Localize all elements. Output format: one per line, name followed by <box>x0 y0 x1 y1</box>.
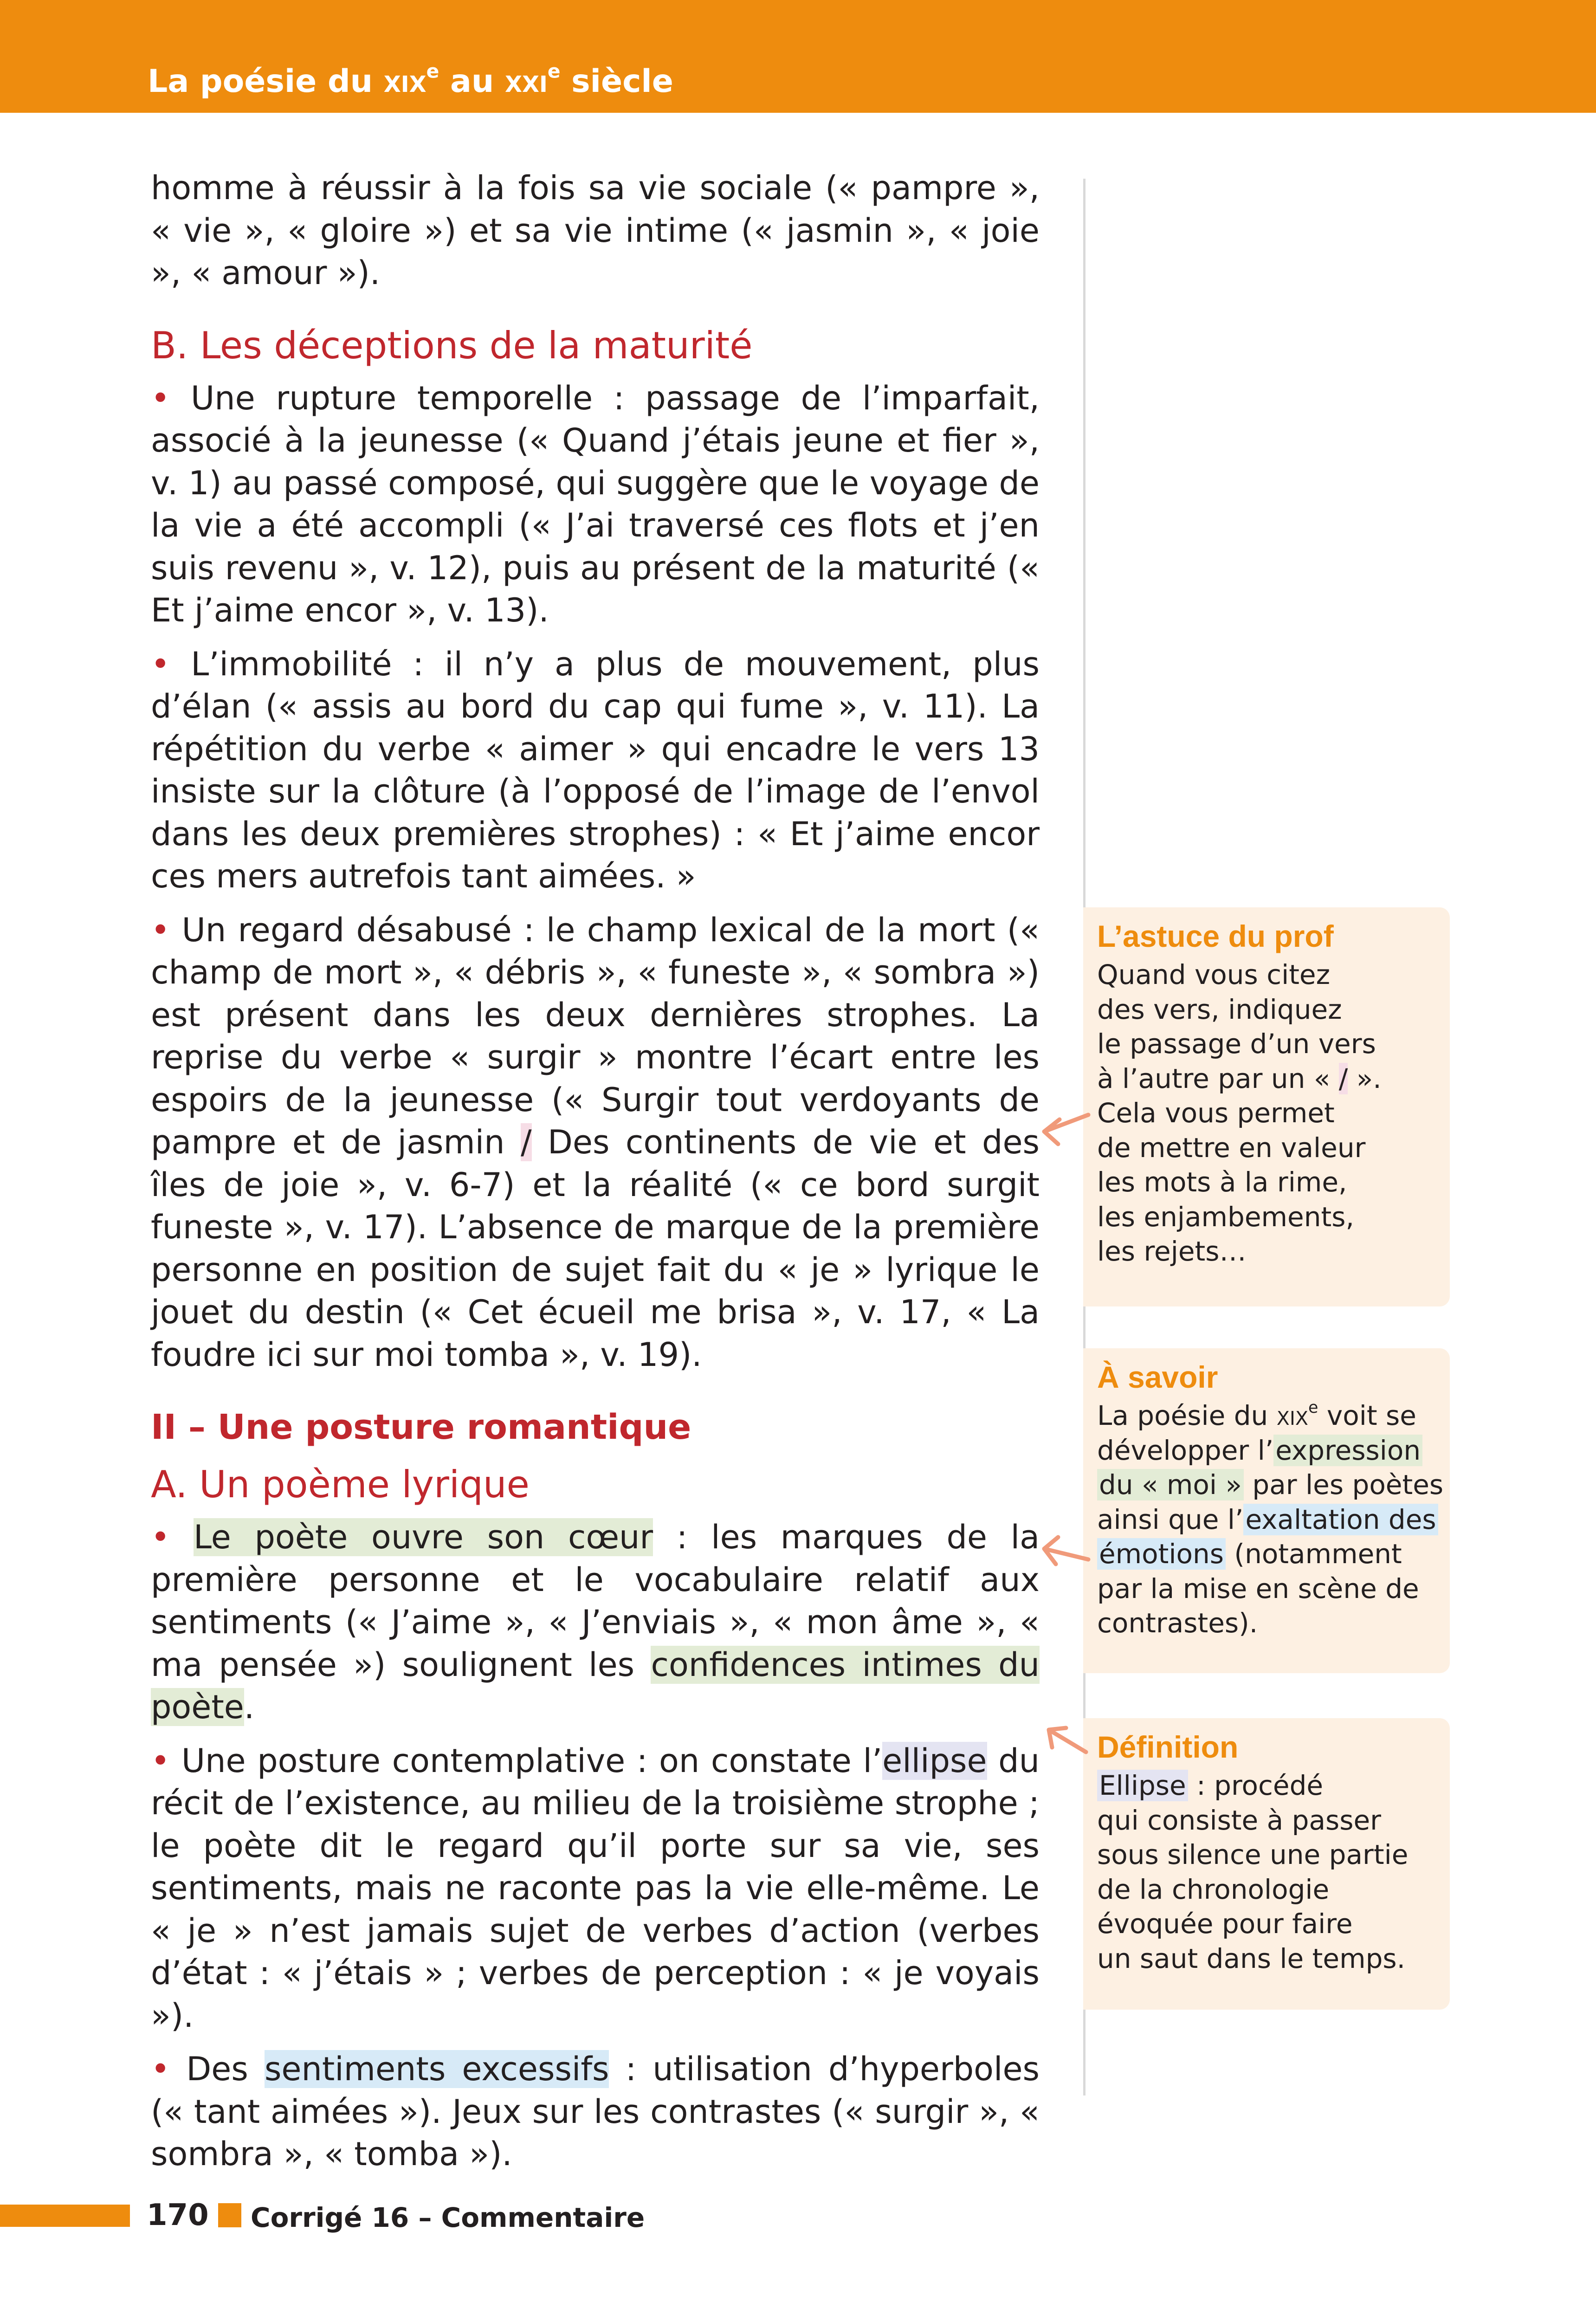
header-band <box>0 0 1596 113</box>
bullet-paragraph: • Une posture contemplative : on constate l’ellipse du récit de l’existence, au milieu de la troisième strophe ; le poète dit le regard qu’il porte sur sa vie, ses sentiments, mais ne raconte pas la vie elle-même. Le « je » n’est jamais sujet de verbes d’action (verbes d’état : « j’étais » ; verbes de perception : « je voyais »). <box>151 1741 1040 2035</box>
highlight-blue: exaltation des <box>1243 1504 1438 1535</box>
highlight-blue: émotions <box>1097 1538 1226 1570</box>
bullet-icon: • <box>151 911 170 949</box>
bullet-paragraph: • Des sentiments excessifs : utilisation d’hyperboles (« tant aimées »). Jeux sur les contrastes (« surgir », « sombra », « tomba »). <box>151 2050 1040 2173</box>
paragraph-continued: homme à réussir à la fois sa vie sociale (« pampre », « vie », « gloire ») et sa vie intime (« jasmin », « joie », « amour »). <box>151 169 1040 292</box>
superscript: e <box>426 60 439 83</box>
highlight-green: confidences intimes du poète <box>151 1645 1040 1726</box>
definition-title: Définition <box>1097 1730 1239 1764</box>
bullet-icon: • <box>151 1741 170 1780</box>
century-numeral: xxi <box>504 63 548 100</box>
footer-bar <box>0 2205 130 2227</box>
highlight-blue: sentiments excessifs <box>264 2050 609 2088</box>
tip-title: L’astuce du prof <box>1097 919 1334 953</box>
bullet-icon: • <box>151 2050 170 2088</box>
arrow-left-icon <box>1037 1109 1093 1151</box>
tip-box <box>1083 907 1450 1306</box>
highlight-green: du « moi » <box>1097 1469 1244 1501</box>
bullet-paragraph: • L’immobilité : il n’y a plus de mouvement, plus d’élan (« assis au bord du cap qui fume », v. 11). La répétition du verbe « aimer » qui encadre le vers 13 insiste sur la clôture (à l’opposé de l’image de l’envol dans les deux premières strophes) : « Et j’aime encor ces mers autrefois tant aimées. » <box>151 645 1040 895</box>
highlight-green: expression <box>1273 1435 1422 1466</box>
highlight-purple: ellipse <box>882 1741 987 1780</box>
arrow-left-icon <box>1037 1532 1093 1573</box>
verse-slash: / <box>1338 1062 1348 1094</box>
chapter-title: La poésie du xix$^e$ au xxi$^e$ siècle <box>148 60 673 100</box>
tip-body: Quand vous citez des vers, indiquez le passage d’un vers à l’autre par un « / ». Cela vous permet de mettre en valeur les mots à la rime, les enjambements, les rejets… <box>1097 959 1382 1267</box>
verse-slash: / <box>520 1123 532 1161</box>
bullet-icon: • <box>151 1518 170 1556</box>
footer-label: Corrigé 16 – Commentaire <box>251 2202 645 2233</box>
superscript: e <box>547 60 561 83</box>
know-title: À savoir <box>1097 1360 1218 1394</box>
definition-box <box>1083 1718 1450 2010</box>
page-number: 170 <box>147 2198 209 2232</box>
main-column <box>151 167 1040 2176</box>
arrow-up-left-icon <box>1042 1720 1093 1771</box>
bullet-icon: • <box>151 379 170 417</box>
section-heading-ii: II – Une posture romantique <box>151 1407 691 1447</box>
bullet-icon: • <box>151 645 170 683</box>
subheading-b: B. Les déceptions de la maturité <box>151 323 753 367</box>
definition-body: Ellipse : procédé qui consiste à passer sous silence une partie de la chronologie évoquée pour faire un saut dans le temps. <box>1097 1770 1409 1974</box>
know-body: La poésie du xix$^e$ voit se développer l’expression du « moi » par les poètes ainsi que l’exaltation des émotions (notamment par la mise en scène de contrastes). <box>1097 1398 1444 1639</box>
footer-square <box>218 2203 241 2227</box>
highlight-purple: Ellipse <box>1097 1770 1188 1801</box>
know-box <box>1083 1348 1450 1673</box>
bullet-paragraph: • Une rupture temporelle : passage de l’imparfait, associé à la jeunesse (« Quand j’étais jeune et fier », v. 1) au passé composé, qui suggère que le voyage de la vie a été accompli (« J’ai traversé ces flots et j’en suis revenu », v. 12), puis au présent de la maturité (« Et j’aime encor », v. 13). <box>151 379 1040 629</box>
century-numeral: xix <box>383 63 426 100</box>
bullet-paragraph: • Un regard désabusé : le champ lexical de la mort (« champ de mort », « débris », « funeste », « sombra ») est présent dans les deux dernières strophes. La reprise du verbe « surgir » montre l’écart entre les espoirs de la jeunesse (« Surgir tout verdoyants de pampre et de jasmin / Des continents de vie et des îles de joie », v. 6-7) et la réalité (« ce bord surgit funeste », v. 17). L’absence de marque de la première personne en position de sujet fait du « je » lyrique le jouet du destin (« Cet écueil me brisa », v. 17, « La foudre ici sur moi tomba », v. 19). <box>151 911 1040 1374</box>
century-numeral: xix <box>1276 1400 1309 1431</box>
bullet-paragraph: • Le poète ouvre son cœur : les marques de la première personne et le vocabulaire relatif aux sentiments (« J’aime », « J’enviais », « mon âme », « ma pensée ») soulignent les confidences intimes du poète. <box>151 1518 1040 1726</box>
highlight-green: Le poète ouvre son cœur <box>193 1518 653 1556</box>
subheading-a: A. Un poème lyrique <box>151 1463 530 1506</box>
